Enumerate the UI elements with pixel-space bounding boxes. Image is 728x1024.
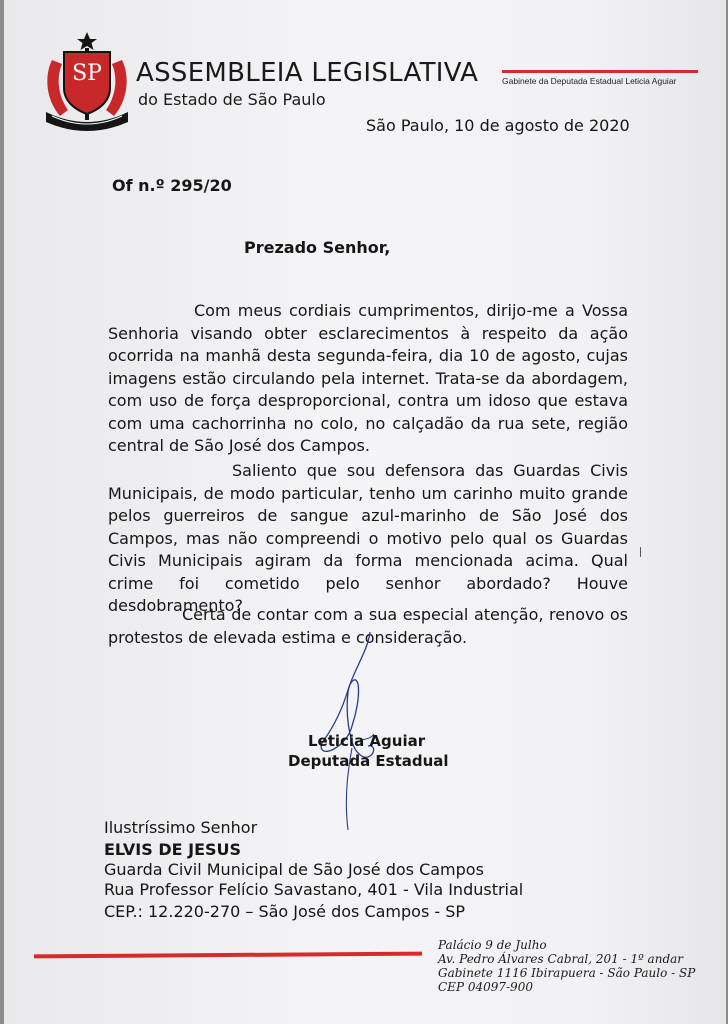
letter-page <box>4 0 726 1024</box>
assembly-title: ASSEMBLEIA LEGISLATIVA <box>136 58 479 88</box>
signer-role: Deputada Estadual <box>288 752 449 770</box>
margin-mark <box>640 547 641 557</box>
office-number: Of n.º 295/20 <box>112 176 232 195</box>
footer-red-rule <box>34 952 422 959</box>
recipient-name: ELVIS DE JESUS <box>104 840 242 859</box>
header-red-rule <box>502 70 698 73</box>
recipient-organization: Guarda Civil Municipal de São José dos Campos <box>104 860 484 879</box>
footer-line-1: Palácio 9 de Julho <box>438 938 547 952</box>
paragraph-2: Saliento que sou defensora das Guardas Civis Municipais, de modo particular, tenho um carinho muito grande pelos guerreiros de sangue azul-marinho de São José dos Campos, mas não compreendi o motivo pelo qual os Guardas Civis Municipais agiram da forma mencionada acima. Qual crime foi cometido pelo senhor abordado? Houve desdobramento? <box>108 461 628 615</box>
paragraph-1: Com meus cordiais cumprimentos, dirijo-me a Vossa Senhoria visando obter esclarecimentos à respeito da ação ocorrida na manhã desta segunda-feira, dia 10 de agosto, cujas imagens estão circulando pela internet. Trata-se da abordagem, com uso de força desproporcional, contra um idoso que estava com uma cachorrinha no colo, no calçadão da rua sete, região central de São José dos Campos. <box>108 301 628 455</box>
recipient-postal: CEP.: 12.220-270 – São José dos Campos - SP <box>104 902 466 921</box>
sao-paulo-coat-of-arms-logo <box>40 30 134 134</box>
salutation: Prezado Senhor, <box>244 238 391 257</box>
recipient-street: Rua Professor Felício Savastano, 401 - Vila Industrial <box>104 880 524 899</box>
paragraph-3: Certa de contar com a sua especial atenção, renovo os protestos de elevada estima e consideração. <box>108 605 628 647</box>
footer-line-2: Av. Pedro Álvares Cabral, 201 - 1º andar <box>438 952 684 966</box>
assembly-subtitle: do Estado de São Paulo <box>138 90 326 109</box>
letter-date: São Paulo, 10 de agosto de 2020 <box>366 116 630 135</box>
recipient-honorific: Ilustríssimo Senhor <box>104 818 258 837</box>
footer-line-3: Gabinete 1116 Ibirapuera - São Paulo - SP <box>438 966 696 980</box>
seal-letters: SP <box>72 61 102 86</box>
signer-name: Leticia Aguiar <box>308 732 426 750</box>
footer-line-4: CEP 04097-900 <box>438 980 533 994</box>
office-name: Gabinete da Deputada Estadual Leticia Aguiar <box>502 76 677 86</box>
